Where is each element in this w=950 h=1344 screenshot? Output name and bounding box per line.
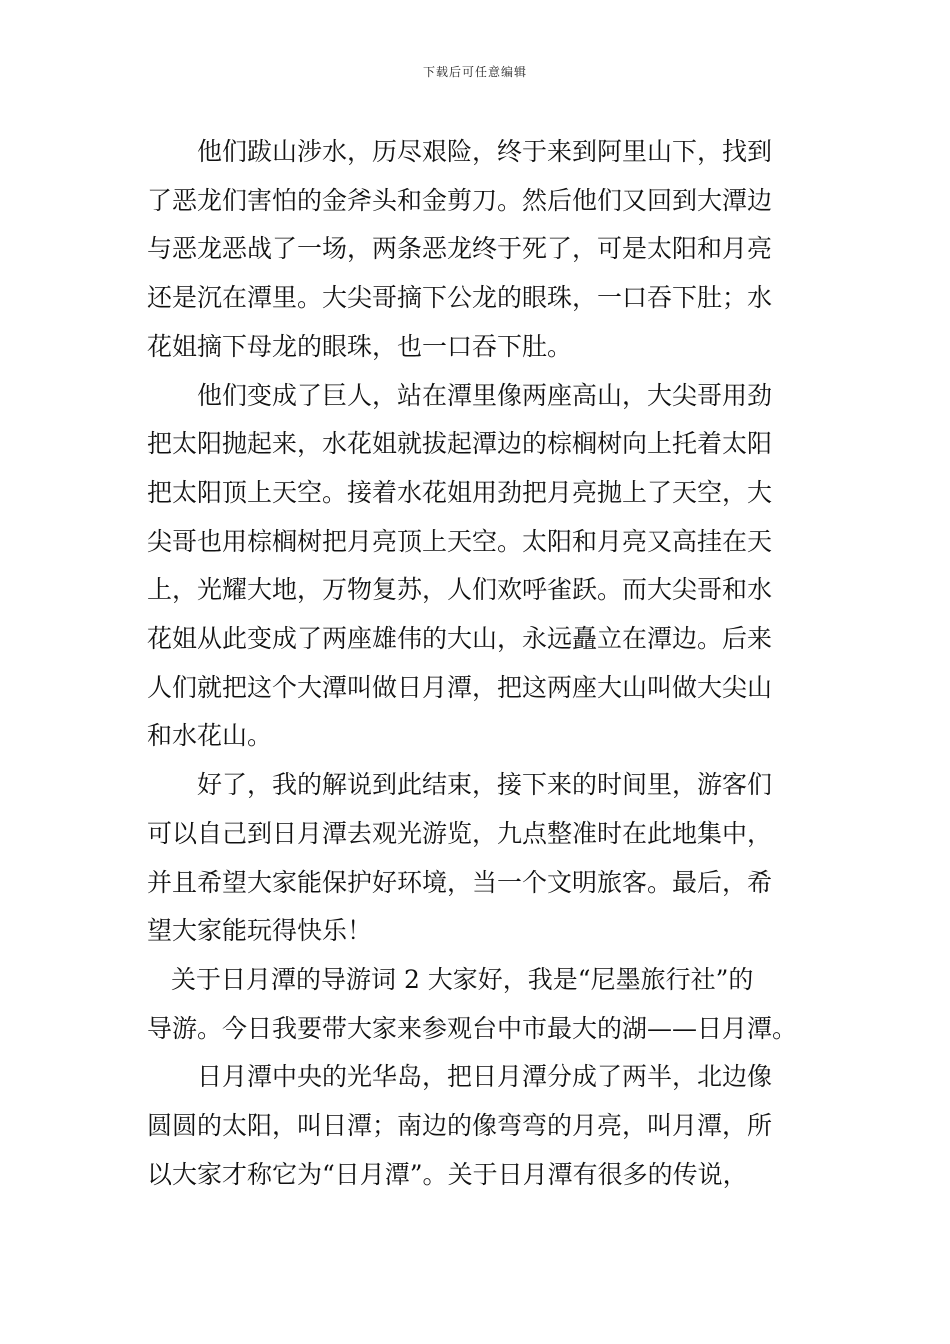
page-header-note: 下载后可任意编辑 bbox=[422, 65, 527, 79]
paragraph-3: 好了，我的解说到此结束，接下来的时间里，游客们 可以自己到日月潭去观光游览，九点整准时在此地集中， 并且希望大家能保护好环境，当一个文明旅客。最后，希 望大家能玩得快乐！ bbox=[147, 770, 773, 946]
paragraph-1: 他们跋山涉水，历尽艰险，终于来到阿里山下，找到 了恶龙们害怕的金斧头和金剪刀。然后他们又回到大潭边 与恶龙恶战了一场，两条恶龙终于死了，可是太阳和月亮 还是沉在潭里。大尖哥摘下公龙的眼珠，一口吞下肚；水 花姐摘下母龙的眼珠，也一口吞下肚。 bbox=[147, 137, 773, 361]
paragraph-2: 他们变成了巨人，站在潭里像两座高山，大尖哥用劲 把太阳抛起来，水花姐就拔起潭边的棕榈树向上托着太阳 把太阳顶上天空。接着水花姐用劲把月亮抛上了天空，大 尖哥也用棕榈树把月亮顶上天空。太阳和月亮又高挂在天 上，光耀大地，万物复苏，人们欢呼雀跃。而大尖哥和水 花姐从此变成了两座雄伟的大山，永远矗立在潭边。后来 人们就把这个大潭叫做日月潭，把这两座大山叫做大尖山 和水花山。 bbox=[147, 380, 773, 751]
document-body bbox=[147, 128, 805, 1199]
paragraph-4: 关于日月潭的导游词 2 大家好，我是“尼墨旅行社”的 导游。今日我要带大家来参观台中市最大的湖——日月潭。 bbox=[147, 964, 798, 1043]
paragraph-5: 日月潭中央的光华岛，把日月潭分成了两半，北边像 圆圆的太阳，叫日潭；南边的像弯弯的月亮，叫月潭，所 以大家才称它为“日月潭”。关于日月潭有很多的传说， bbox=[147, 1062, 773, 1189]
